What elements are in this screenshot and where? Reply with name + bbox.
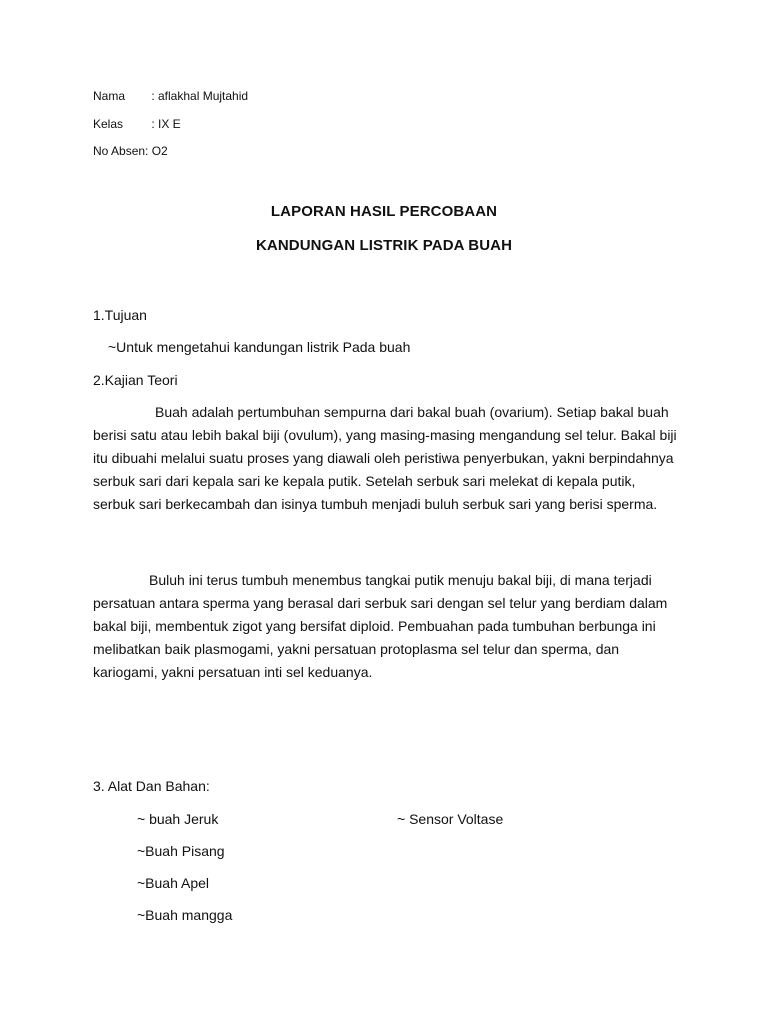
alat-heading: 3. Alat Dan Bahan:: [93, 778, 210, 794]
tujuan-text: ~Untuk mengetahui kandungan listrik Pada buah: [108, 339, 411, 355]
report-subtitle: KANDUNGAN LISTRIK PADA BUAH: [255, 237, 513, 254]
kelas-value: : IX E: [151, 117, 181, 131]
kelas-row: [93, 116, 181, 132]
report-title: LAPORAN HASIL PERCOBAAN: [270, 203, 498, 220]
alat-item-pisang: ~Buah Pisang: [137, 843, 225, 859]
kelas-label: Kelas: [93, 117, 124, 131]
absen-value: O2: [151, 144, 168, 158]
kajian-heading: 2.Kajian Teori: [93, 372, 178, 388]
alat-item-jeruk: ~ buah Jeruk: [137, 811, 219, 827]
kajian-paragraph-1: Buah adalah pertumbuhan sempurna dari bakal buah (ovarium). Setiap bakal buah berisi satu atau lebih bakal biji (ovulum), yang masing-masing mengandung sel telur. Bakal biji itu dibuahi melalui suatu proses yang diawali oleh peristiwa penyerbukan, yakni berpindahnya serbuk sari dari kepala sari ke kepala putik. Setelah serbuk sari melekat di kepala putik, serbuk sari berkecambah dan isinya tumbuh menjadi buluh serbuk sari yang berisi sperma.: [93, 404, 677, 512]
tujuan-heading: 1.Tujuan: [93, 307, 147, 323]
nama-label: Nama: [93, 89, 126, 103]
absen-row: [93, 143, 168, 159]
kajian-paragraph-2: Buluh ini terus tumbuh menembus tangkai putik menuju bakal biji, di mana terjadi persatuan antara sperma yang berasal dari serbuk sari dengan sel telur yang berdiam dalam bakal biji, membentuk zigot yang bersifat diploid. Pembuahan pada tumbuhan berbunga ini melibatkan baik plasmogami, yakni persatuan protoplasma sel telur dan sperma, dan kariogami, yakni persatuan inti sel keduanya.: [93, 572, 668, 680]
nama-value: : aflakhal Mujtahid: [151, 89, 249, 103]
alat-item-sensor-voltase: ~ Sensor Voltase: [397, 811, 504, 827]
nama-row: [93, 88, 248, 104]
alat-item-apel: ~Buah Apel: [137, 875, 210, 891]
absen-label: No Absen:: [93, 144, 149, 158]
alat-item-mangga: ~Buah mangga: [137, 907, 233, 923]
